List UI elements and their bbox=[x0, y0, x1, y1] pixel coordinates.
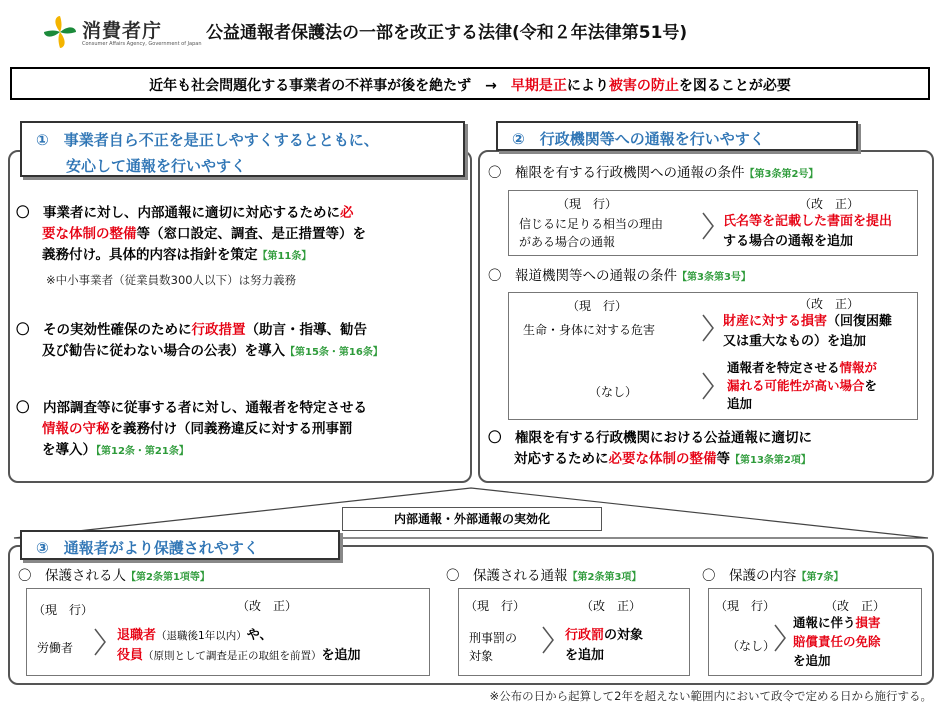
s2-cond2-box bbox=[508, 292, 918, 420]
s2-cond1-ref: 【第3条第2号】 bbox=[744, 169, 819, 180]
s3a-highlight-retirees: 退職者 bbox=[117, 628, 157, 643]
s3b-ref: 【第2条第3項】 bbox=[567, 572, 642, 583]
s1-item3-line3 bbox=[42, 440, 189, 462]
s3a-note1: （退職後1年以内） bbox=[156, 630, 247, 642]
s2-cond1-heading bbox=[488, 163, 818, 185]
logo-name: 消費者庁 bbox=[82, 20, 163, 42]
s3a-current: 労働者 bbox=[37, 641, 74, 655]
banner-highlight-early-correction: 早期是正 bbox=[510, 78, 567, 94]
s2-cond1-revised-highlight: 氏名等を記載した書面を提出 bbox=[723, 214, 893, 229]
s3a-text1: や、 bbox=[246, 628, 273, 643]
s3c-current-header: （現 行） bbox=[715, 599, 776, 613]
s1-item3-line1: 〇 内部調査等に従事する者に対し、通報者を特定させる bbox=[16, 400, 367, 416]
s3b-current-line2: 対象 bbox=[469, 649, 494, 663]
section-3-heading-text: ③ 通報者がより保護されやすく bbox=[36, 539, 259, 557]
s1-item1-highlight-b: 要な体制の整備 bbox=[42, 226, 137, 242]
s3b-current-line1: 刑事罰の bbox=[469, 631, 518, 645]
banner-text-mid: により bbox=[566, 78, 609, 94]
arrow-right-icon bbox=[541, 625, 555, 655]
section-1-heading-line1: ① 事業者自ら不正を是正しやすくするとともに、 bbox=[36, 131, 379, 149]
s1-item3-text-b: を義務付け（同義務違反に対する刑事罰 bbox=[109, 421, 353, 437]
section-2-heading bbox=[496, 121, 858, 151]
s1-item2-text-b: （助言・指導、勧告 bbox=[245, 322, 367, 338]
s3a-heading-text: 〇 保護される人 bbox=[18, 568, 126, 584]
s2-cond2-revised2-line2 bbox=[727, 377, 877, 395]
s3a-revised-header: （改 正） bbox=[237, 599, 298, 613]
banner-text-post: を図ることが必要 bbox=[678, 78, 791, 94]
s3a-current-header: （現 行） bbox=[33, 603, 94, 617]
banner-highlight-damage-prevention: 被害の防止 bbox=[608, 78, 679, 94]
s3a-highlight-officers: 役員 bbox=[117, 648, 144, 663]
s1-item3-text-c: を導入） bbox=[42, 442, 96, 458]
arrow-right-icon bbox=[701, 371, 715, 401]
s1-item2-line1 bbox=[16, 320, 367, 341]
s3a-heading bbox=[18, 566, 210, 588]
s2-cond2-current-header: （現 行） bbox=[567, 299, 628, 313]
s2-cond1-text: 〇 権限を有する行政機関への通報の条件 bbox=[488, 165, 745, 181]
s2-cond2-revised2-line1 bbox=[727, 359, 877, 377]
s3b-revised-header: （改 正） bbox=[581, 599, 642, 613]
s2-cond2-revised2-line3: 追加 bbox=[727, 396, 753, 411]
s1-item2-text-a: 〇 その実効性確保のために bbox=[16, 322, 192, 338]
s3a-ref: 【第2条第1項等】 bbox=[126, 572, 210, 583]
section-2-heading-text: ② 行政機関等への通報を行いやすく bbox=[512, 130, 765, 148]
s2-cond2-revised2-text-b: を bbox=[864, 378, 878, 393]
s2-item3-line1: 〇 権限を有する行政機関における公益通報に適切に bbox=[488, 430, 812, 446]
s2-cond2-current-none: （なし） bbox=[589, 385, 638, 399]
s1-item1-text: 〇 事業者に対し、内部通報に適切に対応するために bbox=[16, 205, 340, 221]
s1-item1-line3 bbox=[42, 245, 311, 267]
page-title: 公益通報者保護法の一部を改正する法律(令和２年法律第51号) bbox=[206, 23, 688, 43]
s2-item3-line2 bbox=[514, 449, 811, 471]
s3b-current-header: （現 行） bbox=[465, 599, 526, 613]
s1-item3-ref: 【第12条・第21条】 bbox=[96, 446, 189, 457]
s3a-revised-line2 bbox=[117, 645, 361, 667]
section-1-heading bbox=[20, 121, 465, 177]
s3a-box bbox=[26, 588, 430, 676]
s3c-revised-line1 bbox=[793, 613, 881, 632]
s3c-highlight-a: 損害 bbox=[855, 615, 881, 630]
s3b-revised-line2: を追加 bbox=[565, 648, 605, 663]
s3b-heading-text: 〇 保護される通報 bbox=[446, 568, 568, 584]
s1-item1-text-c: 義務付け。具体的内容は指針を策定 bbox=[42, 247, 258, 263]
footer-note: ※公布の日から起算して2年を超えない範囲内において政令で定める日から施行する。 bbox=[489, 689, 932, 703]
s3c-box bbox=[708, 588, 922, 676]
s3c-revised-header: （改 正） bbox=[825, 599, 886, 613]
s2-cond1-current-line1: 信じるに足りる相当の理由 bbox=[519, 217, 664, 231]
s2-cond1-revised-header: （改 正） bbox=[799, 197, 860, 211]
s3a-revised-line1 bbox=[117, 625, 272, 647]
s2-cond2-text: 〇 報道機関等への通報の条件 bbox=[488, 268, 677, 284]
s3b-box bbox=[458, 588, 690, 676]
agency-logo bbox=[42, 14, 202, 54]
arrow-right-icon bbox=[701, 211, 715, 241]
s2-item3-text-c: 等 bbox=[716, 451, 730, 467]
s3b-revised-line1 bbox=[565, 625, 643, 646]
s3b-heading bbox=[446, 566, 641, 588]
s3c-heading-text: 〇 保護の内容 bbox=[702, 568, 797, 584]
s3c-text2: を追加 bbox=[793, 653, 831, 668]
s3b-text1: の対象 bbox=[604, 628, 644, 643]
s1-item1-ref: 【第11条】 bbox=[257, 251, 312, 262]
s3a-note2: （原則として調査是正の取組を前置） bbox=[143, 650, 322, 662]
s3b-highlight: 行政罰 bbox=[565, 628, 605, 643]
s2-cond2-revised-line1 bbox=[723, 311, 892, 332]
s3c-heading bbox=[702, 566, 843, 588]
s2-cond2-heading bbox=[488, 266, 751, 288]
banner-text-pre: 近年も社会問題化する事業者の不祥事が後を絶たず → bbox=[149, 78, 511, 94]
s3c-text1: 通報に伴う bbox=[793, 615, 856, 630]
s2-cond2-revised2-highlight-a: 情報が bbox=[839, 360, 878, 375]
middle-label: 内部通報・外部通報の実効化 bbox=[342, 507, 602, 531]
s1-item1-note: ※中小事業者（従業員数300人以下）は努力義務 bbox=[46, 273, 297, 287]
s2-cond2-revised-highlight: 財産に対する損害 bbox=[723, 314, 828, 329]
s2-cond1-box bbox=[508, 190, 918, 256]
s2-cond2-revised2-highlight-b: 漏れる可能性が高い場合 bbox=[727, 378, 865, 393]
arrow-right-icon bbox=[701, 313, 715, 343]
section-1-heading-line2: 安心して通報を行いやすく bbox=[66, 157, 247, 175]
summary-banner bbox=[10, 67, 930, 100]
s3c-ref: 【第7条】 bbox=[796, 572, 844, 583]
s3c-current: （なし） bbox=[727, 639, 776, 653]
s2-cond1-revised-text: する場合の通報を追加 bbox=[723, 234, 854, 249]
s2-cond1-current-header: （現 行） bbox=[557, 197, 618, 211]
arrow-right-icon bbox=[93, 627, 107, 657]
s1-item2-text-c: 及び勧告に従わない場合の公表）を導入 bbox=[42, 343, 285, 359]
s2-item3-highlight: 必要な体制の整備 bbox=[608, 451, 717, 467]
s2-cond2-ref: 【第3条第3号】 bbox=[677, 272, 751, 283]
s2-item3-ref: 【第13条第2項】 bbox=[730, 455, 811, 466]
s1-item3-line2 bbox=[42, 419, 353, 440]
s3c-highlight-b: 賠償責任の免除 bbox=[793, 634, 881, 649]
s1-item1-highlight-a: 必 bbox=[340, 205, 354, 221]
s2-cond2-revised-header: （改 正） bbox=[799, 297, 860, 311]
s1-item3-highlight: 情報の守秘 bbox=[42, 421, 110, 437]
s2-cond2-revised-line2: 又は重大なもの）を追加 bbox=[723, 334, 867, 349]
s2-cond2-revised2-text-a: 通報者を特定させる bbox=[727, 360, 840, 375]
s2-cond2-current-line1: 生命・身体に対する危害 bbox=[523, 323, 656, 337]
s1-item1-line2 bbox=[42, 224, 366, 245]
arrow-right-icon bbox=[773, 623, 787, 653]
s2-cond2-revised-text-a: （回復困難 bbox=[827, 314, 893, 329]
s1-item1-line1 bbox=[16, 203, 354, 224]
s1-item2-line2 bbox=[42, 341, 383, 363]
s2-item3-text-b: 対応するために bbox=[514, 451, 609, 467]
leaf-logo-icon bbox=[42, 14, 78, 50]
section-3-heading bbox=[20, 530, 340, 560]
s2-cond1-current-line2: がある場合の通報 bbox=[519, 235, 616, 249]
logo-subtitle: Consumer Affairs Agency, Government of Japan bbox=[82, 41, 202, 47]
s1-item2-highlight: 行政措置 bbox=[191, 322, 246, 338]
s3a-text2: を追加 bbox=[321, 648, 361, 663]
s1-item2-ref: 【第15条・第16条】 bbox=[285, 347, 383, 358]
s1-item1-text-b: 等（窓口設定、調査、是正措置等）を bbox=[136, 226, 366, 242]
